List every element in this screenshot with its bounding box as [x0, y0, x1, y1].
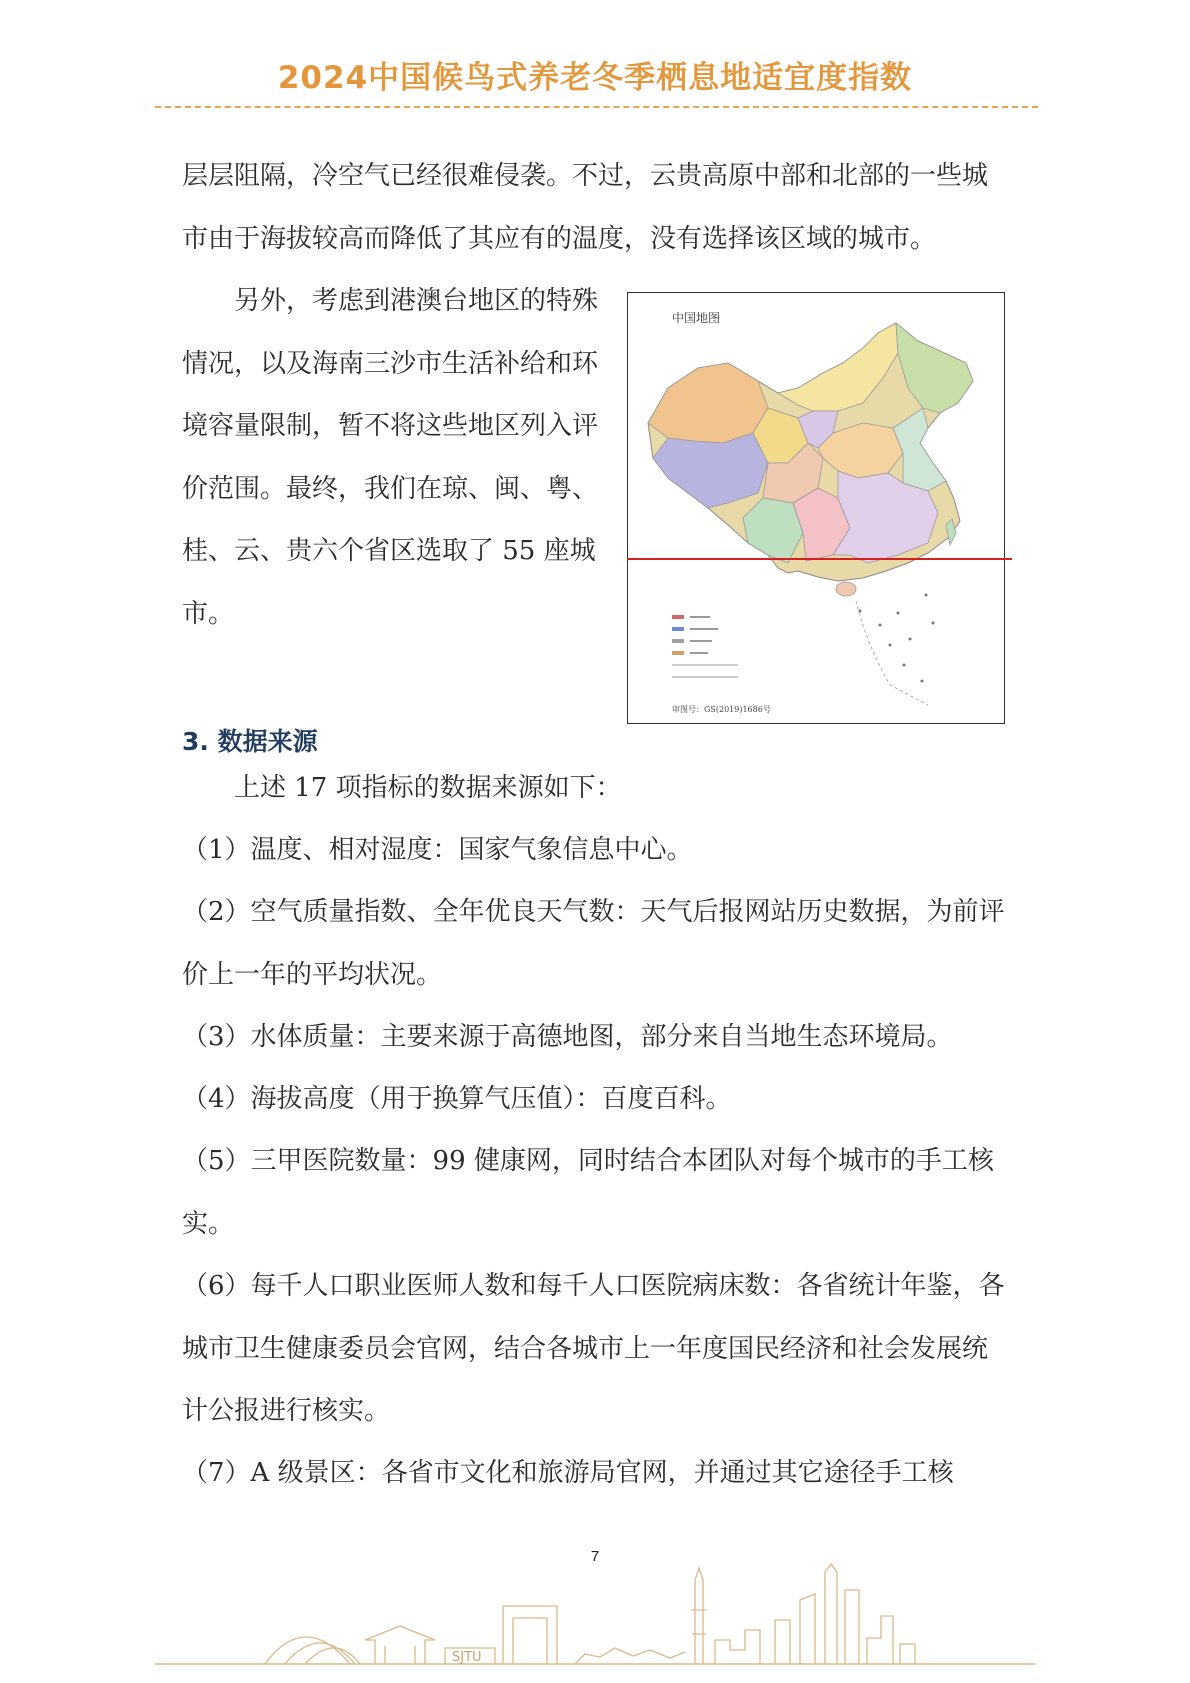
south-sea-islands — [859, 594, 935, 683]
map-title: 中国地图 — [672, 311, 721, 325]
map-approval-number: 审图号：GS(2019)1686号 — [672, 705, 771, 714]
source-item: （1）温度、相对湿度：国家气象信息中心。 — [182, 835, 693, 865]
nine-dash-line — [856, 601, 928, 705]
header-divider — [155, 106, 1038, 108]
source-item: （5）三甲医院数量：99 健康网，同时结合本团队对每个城市的手工核实。 — [182, 1146, 994, 1239]
source-item: （6）每千人口职业医师人数和每千人口医院病床数：各省统计年鉴，各城市卫生健康委员会官网，结合各城市上一年度国民经济和社会发展统计公报进行核实。 — [182, 1271, 1005, 1426]
page-number: 7 — [590, 1548, 600, 1565]
china-map-image — [628, 293, 1006, 725]
paragraph-continued: 层层阻隔，冷空气已经很难侵袭。不过，云贵高原中部和北部的一些城市由于海拔较高而降低了其应有的温度，没有选择该区域的城市。 — [182, 161, 989, 254]
arch-bridge-icon — [265, 1637, 360, 1664]
source-item: （2）空气质量指数、全年优良天气数：天气后报网站历史数据，为前评价上一年的平均状况。 — [182, 897, 1005, 990]
section-heading: 3. 数据来源 — [182, 727, 318, 756]
red-divider-line — [627, 558, 1012, 560]
sjtu-logo-text: SJTU — [452, 1650, 482, 1665]
china-map-figure — [627, 292, 1005, 724]
paragraph-exclusions: 另外，考虑到港澳台地区的特殊情况，以及海南三沙市生活补给和环境容量限制，暂不将这些地区列入评价范围。最终，我们在琼、闽、粤、桂、云、贵六个省区选取了 55 座城市。 — [182, 286, 599, 629]
region-hainan — [836, 582, 856, 596]
source-item: （3）水体质量：主要来源于高德地图，部分来自当地生态环境局。 — [182, 1022, 953, 1052]
source-item: （7）A 级景区：各省市文化和旅游局官网，并通过其它途径手工核 — [182, 1458, 954, 1488]
page-header-title: 2024中国候鸟式养老冬季栖息地适宜度指数 — [277, 60, 913, 96]
gate-building-icon — [365, 1626, 435, 1664]
source-item: （4）海拔高度（用于换算气压值）：百度百科。 — [182, 1084, 732, 1114]
region-xinjiang — [648, 363, 768, 443]
skyscraper-icon — [825, 1564, 859, 1664]
tower-gate-icon — [503, 1606, 557, 1664]
map-legend — [672, 615, 738, 677]
footer-skyline-decoration — [155, 1560, 1035, 1670]
pearl-tower-icon — [691, 1568, 707, 1664]
sources-intro: 上述 17 项指标的数据来源如下： — [234, 773, 622, 803]
